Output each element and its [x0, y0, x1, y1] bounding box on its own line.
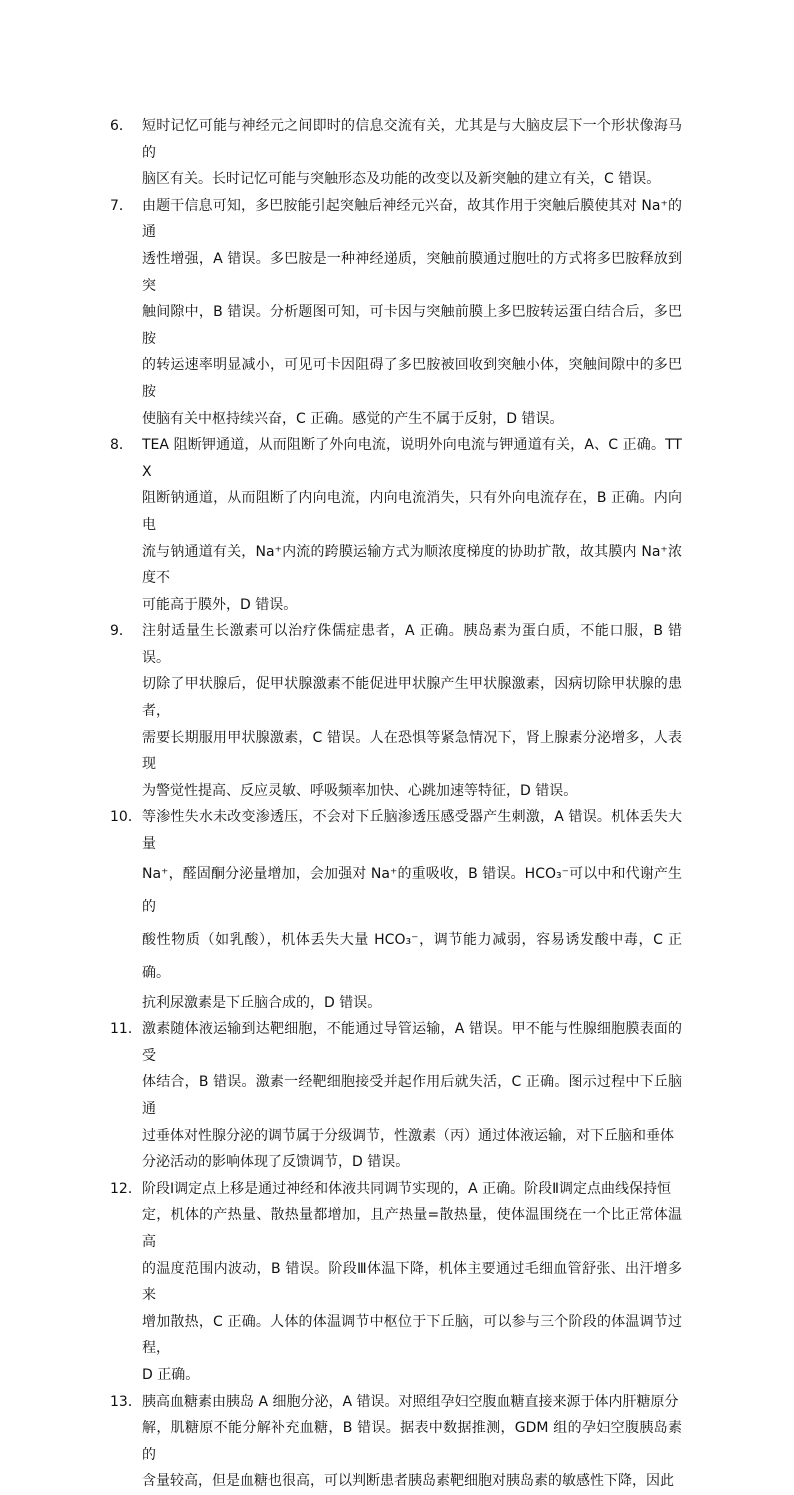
- text-line: TEA 阻断钾通道，从而阻断了外向电流，说明外向电流与钾通道有关，A、C 正确。TTX: [142, 437, 682, 480]
- text-line: 可能高于膜外，D 错误。: [142, 596, 298, 613]
- answer-item-12: [110, 1176, 682, 1389]
- item-number: 8．: [110, 437, 133, 454]
- item-text: [142, 1016, 682, 1176]
- item-number: 13．: [110, 1393, 142, 1410]
- text-line: 胰高血糖素由胰岛 A 细胞分泌，A 错误。对照组孕妇空腹血糖直接来源于体内肝糖原分: [142, 1393, 679, 1410]
- text-line: 流与钠通道有关，Na⁺内流的跨膜运输方式为顺浓度梯度的协助扩散，故其膜内 Na⁺浓度不: [142, 543, 682, 587]
- text-line: 激素随体液运输到达靶细胞，不能通过导管运输，A 错误。甲不能与性腺细胞膜表面的受: [142, 1021, 682, 1064]
- answer-item-13: [110, 1389, 682, 1495]
- answer-item-6: [110, 113, 682, 193]
- text-line: 定，机体的产热量、散热量都增加，且产热量=散热量，使体温围绕在一个比正常体温高: [142, 1207, 682, 1250]
- text-line: 过垂体对性腺分泌的调节属于分级调节，性激素（丙）通过体液运输，对下丘脑和垂体: [142, 1127, 674, 1144]
- text-line: 酸性物质（如乳酸），机体丢失大量 HCO₃⁻，调节能力减弱，容易诱发酸中毒，C 正确。: [142, 931, 682, 981]
- text-line: 分泌活动的影响体现了反馈调节，D 错误。: [142, 1154, 410, 1171]
- text-line: D 正确。: [142, 1366, 200, 1383]
- item-text: [142, 1176, 682, 1389]
- answer-item-9: [110, 618, 682, 804]
- text-line: 切除了甲状腺后，促甲状腺激素不能促进甲状腺产生甲状腺激素，因病切除甲状腺的患者，: [142, 676, 682, 720]
- answer-item-8: [110, 432, 682, 618]
- text-line: 脑区有关。长时记忆可能与突触形态及功能的改变以及新突触的建立有关，C 错误。: [142, 171, 661, 188]
- text-line: Na⁺，醛固酮分泌量增加，会加强对 Na⁺的重吸收，B 错误。HCO₃⁻可以中和代谢产生的: [142, 865, 682, 915]
- item-text: [142, 432, 682, 618]
- item-text: [142, 804, 682, 1016]
- item-text: [142, 1389, 682, 1495]
- answer-list: [110, 113, 682, 1495]
- text-line: 由题干信息可知，多巴胺能引起突触后神经元兴奋，故其作用于突触后膜使其对 Na⁺的通: [142, 197, 682, 241]
- text-line: 阶段Ⅰ调定点上移是通过神经和体液共同调节实现的，A 正确。阶段Ⅱ调定点曲线保持恒: [142, 1180, 672, 1197]
- answer-item-7: [110, 193, 682, 432]
- answer-item-11: [110, 1016, 682, 1176]
- item-number: 12．: [110, 1180, 142, 1197]
- item-text: [142, 193, 682, 432]
- text-line: 的温度范围内波动，B 错误。阶段Ⅲ体温下降，机体主要通过毛细血管舒张、出汗增多来: [142, 1260, 682, 1304]
- item-number: 10．: [110, 809, 142, 826]
- item-number: 11．: [110, 1021, 142, 1038]
- text-line: 含量较高，但是血糖也很高，可以判断患者胰岛素靶细胞对胰岛素的敏感性下降，因此: [142, 1473, 674, 1490]
- text-line: 阻断钠通道，从而阻断了内向电流，内向电流消失，只有外向电流存在，B 正确。内向电: [142, 490, 682, 533]
- text-line: 注射适量生长激素可以治疗侏儒症患者，A 正确。胰岛素为蛋白质，不能口服，B 错误。: [142, 623, 682, 666]
- answer-item-10: [110, 804, 682, 1016]
- item-number: 7．: [110, 197, 133, 214]
- text-line: 体结合，B 错误。激素一经靶细胞接受并起作用后就失活，C 正确。图示过程中下丘脑通: [142, 1074, 682, 1117]
- text-line: 增加散热，C 正确。人体的体温调节中枢位于下丘脑，可以参与三个阶段的体温调节过程，: [142, 1313, 682, 1357]
- item-number: 6．: [110, 118, 133, 134]
- text-line: 需要长期服用甲状腺激素，C 错误。人在恐惧等紧急情况下，肾上腺素分泌增多，人表现: [142, 729, 682, 773]
- text-line: 短时记忆可能与神经元之间即时的信息交流有关，尤其是与大脑皮层下一个形状像海马的: [142, 118, 682, 161]
- text-line: 透性增强，A 错误。多巴胺是一种神经递质，突触前膜通过胞吐的方式将多巴胺释放到突: [142, 250, 682, 294]
- text-line: 为警觉性提高、反应灵敏、呼吸频率加快、心跳加速等特征，D 错误。: [142, 782, 578, 799]
- text-line: 等渗性失水未改变渗透压，不会对下丘脑渗透压感受器产生刺激，A 错误。机体丢失大量: [142, 809, 682, 853]
- item-number: 9．: [110, 623, 133, 640]
- item-text: [142, 618, 682, 804]
- text-line: 抗利尿激素是下丘脑合成的，D 错误。: [142, 994, 382, 1011]
- text-line: 解，肌糖原不能分解补充血糖，B 错误。据表中数据推测，GDM 组的孕妇空腹胰岛素的: [142, 1420, 682, 1463]
- text-line: 触间隙中，B 错误。分析题图可知，可卡因与突触前膜上多巴胺转运蛋白结合后，多巴胺: [142, 304, 682, 347]
- item-text: [142, 113, 682, 193]
- text-line: 的转运速率明显减小，可见可卡因阻碍了多巴胺被回收到突触小体，突触间隙中的多巴胺: [142, 357, 682, 400]
- text-line: 使脑有关中枢持续兴奋，C 正确。感觉的产生不属于反射，D 错误。: [142, 410, 564, 427]
